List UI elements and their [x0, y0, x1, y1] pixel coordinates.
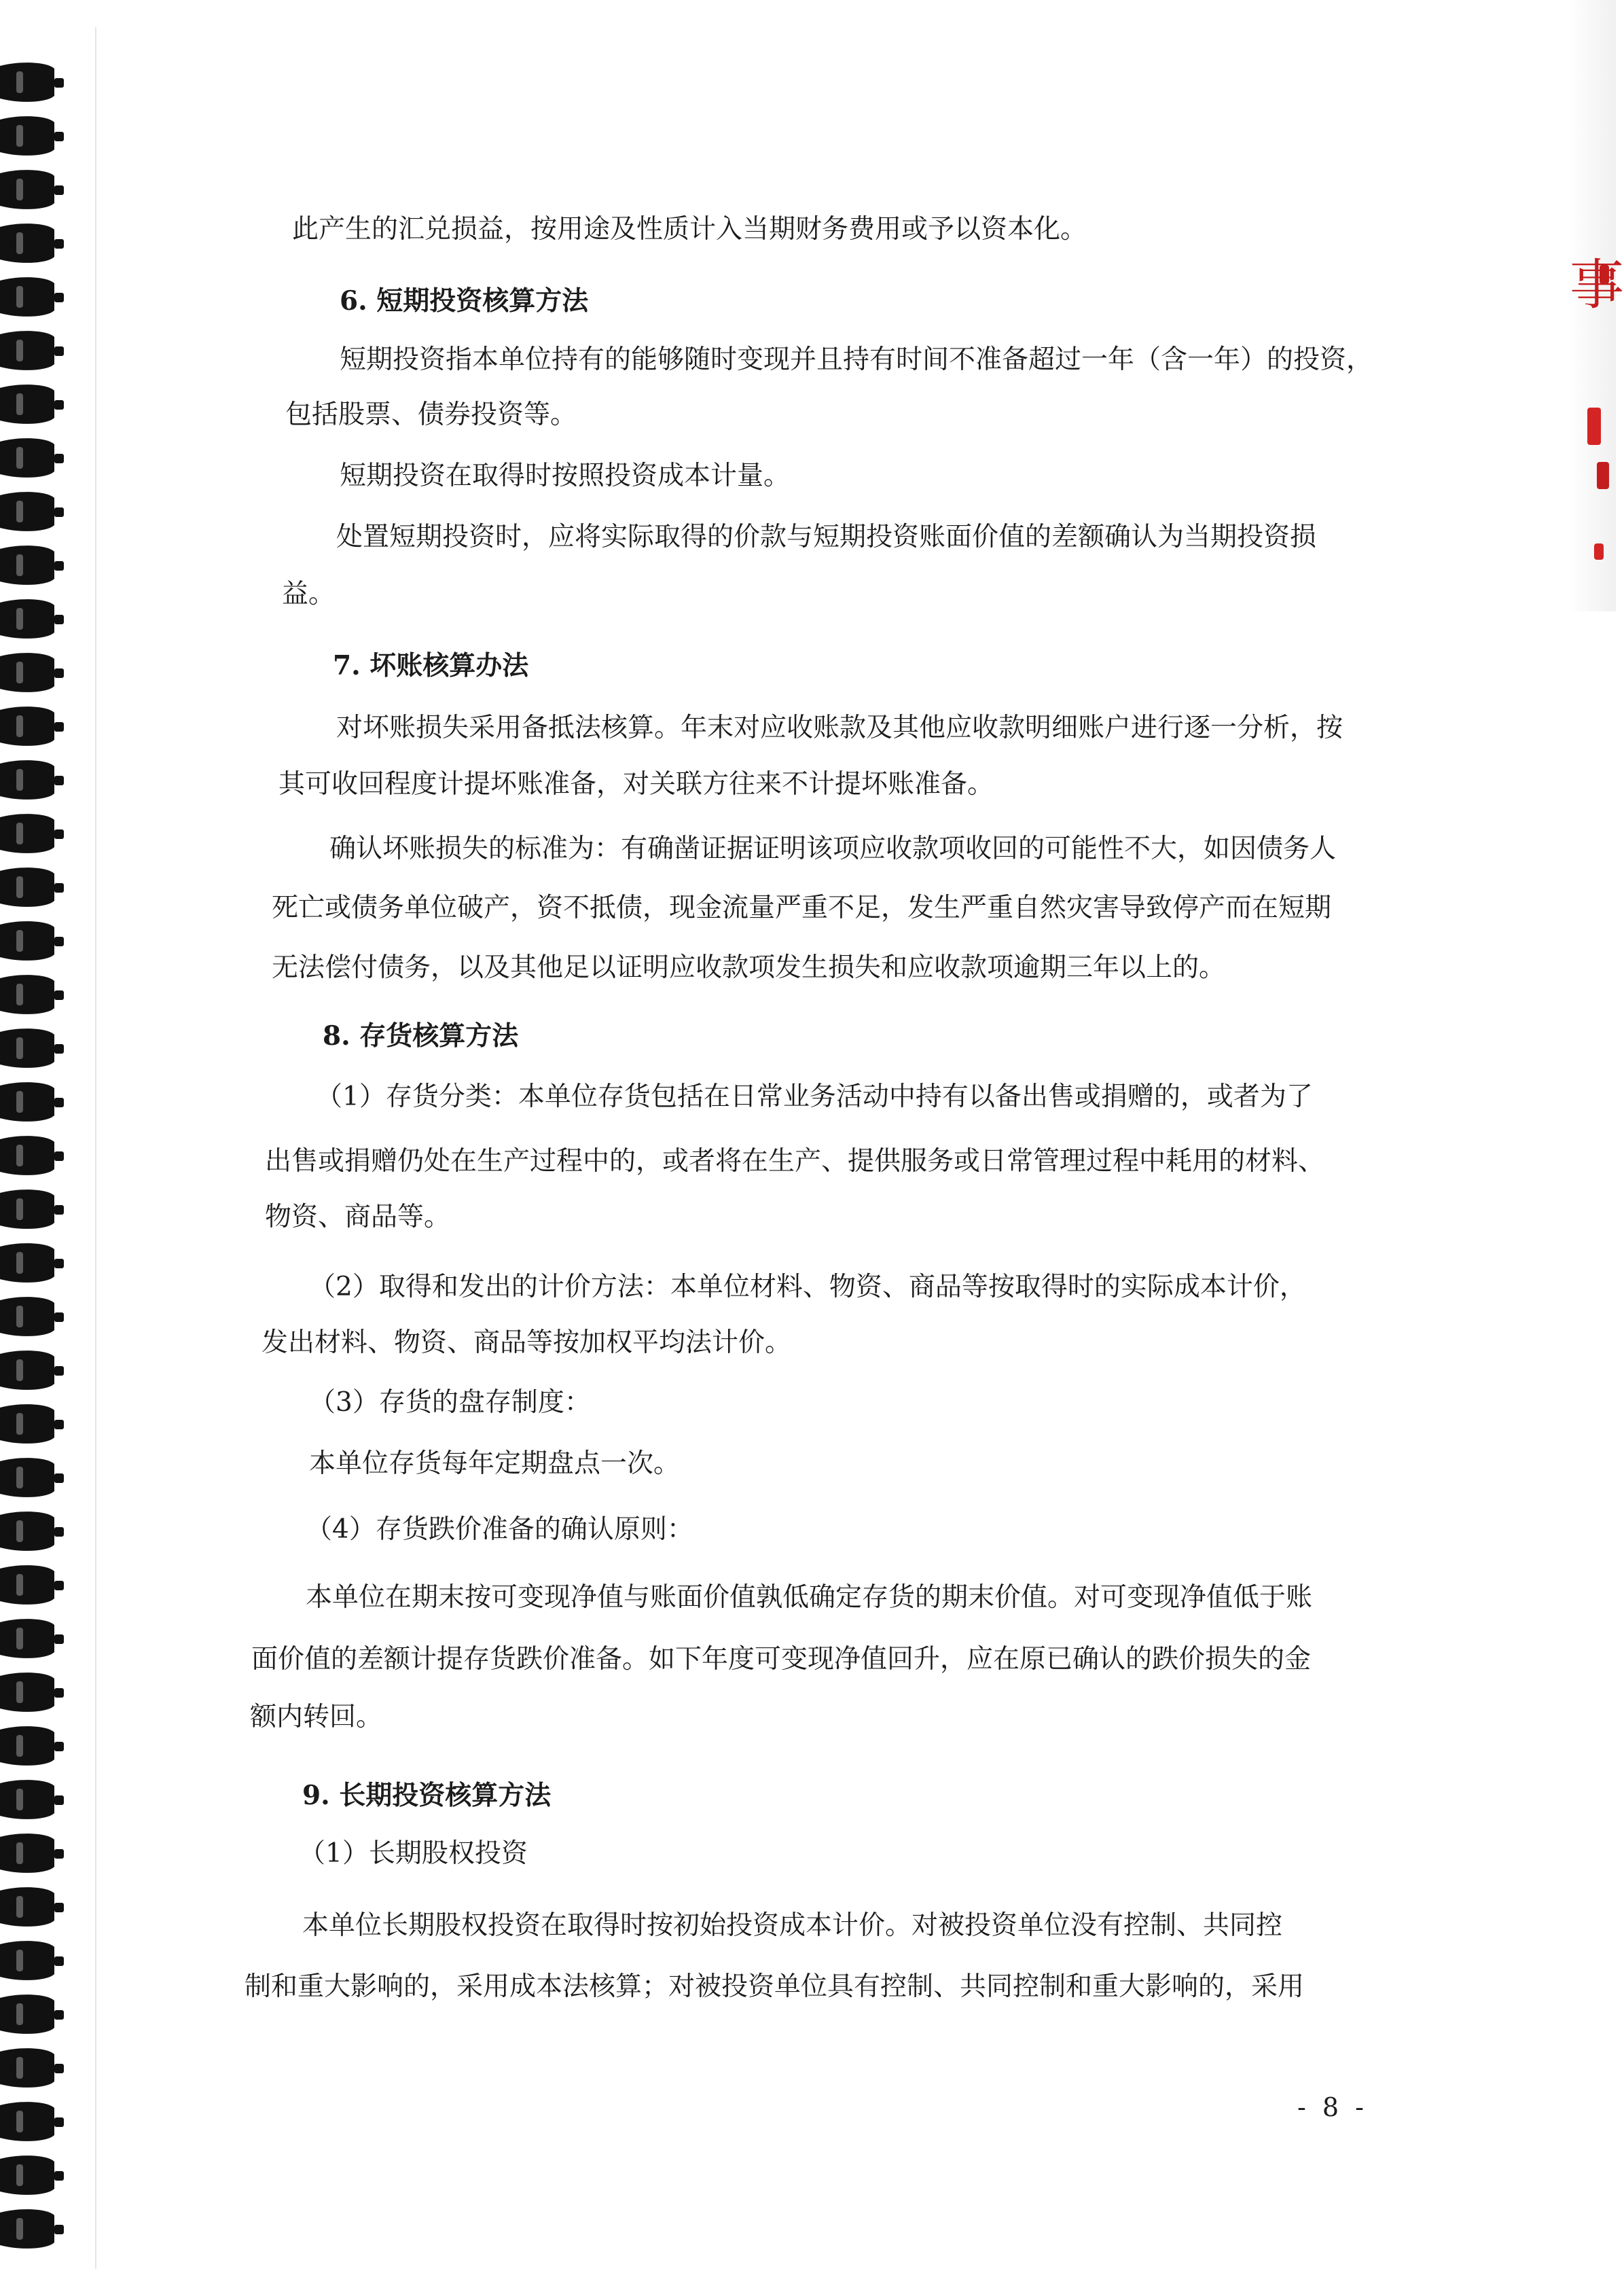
- paragraph-line: 此产生的汇兑损益，按用途及性质计入当期财务费用或予以资本化。: [292, 214, 1087, 245]
- binding-ring: [0, 1565, 64, 1605]
- binding-ring: [0, 2155, 64, 2195]
- binding-ring: [0, 1726, 64, 1766]
- binding-ring: [0, 331, 64, 370]
- binding-ring: [0, 223, 64, 263]
- binding-ring: [0, 1511, 64, 1551]
- binding-ring: [0, 921, 64, 961]
- paragraph-line: 确认坏账损失的标准为：有确凿证据证明该项应收款项收回的可能性不大，如因债务人: [329, 834, 1337, 864]
- binding-ring: [0, 1404, 64, 1444]
- binding-ring: [0, 1994, 64, 2034]
- paragraph-line: 物资、商品等。: [265, 1202, 451, 1232]
- binding-ring: [0, 1833, 64, 1873]
- paragraph-line: 其可收回程度计提坏账准备，对关联方往来不计提坏账准备。: [278, 769, 994, 800]
- binding-ring: [0, 814, 64, 853]
- paragraph-line: 无法偿付债务，以及其他足以证明应收款项发生损失和应收款项逾期三年以上的。: [272, 952, 1226, 983]
- paragraph-line: 益。: [282, 579, 336, 609]
- binding-ring: [0, 1672, 64, 1712]
- section-heading-9: 9. 长期投资核算方法: [302, 1780, 552, 1811]
- paragraph-line: 包括股票、债券投资等。: [285, 399, 577, 430]
- paragraph-line: 短期投资在取得时按照投资成本计量。: [340, 461, 791, 491]
- binding-ring: [0, 170, 64, 209]
- binding-ring: [0, 1082, 64, 1122]
- section-heading-8: 8. 存货核算方法: [323, 1020, 519, 1052]
- binding-ring: [0, 438, 64, 478]
- binding-ring: [0, 1458, 64, 1497]
- stamp-mark-middle: [1587, 408, 1601, 445]
- binding-ring: [0, 545, 64, 585]
- binding-ring: [0, 1619, 64, 1658]
- binding-ring: [0, 1189, 64, 1229]
- spiral-binding-rings: [0, 0, 102, 2287]
- paragraph-line: 短期投资指本单位持有的能够随时变现并且持有时间不准备超过一年（含一年）的投资，: [340, 344, 1373, 375]
- paragraph-line: 本单位长期股权投资在取得时按初始投资成本计价。对被投资单位没有控制、共同控: [302, 1910, 1283, 1941]
- page-edge: [95, 27, 96, 2269]
- binding-ring: [0, 599, 64, 639]
- paragraph-line: （2）取得和发出的计价方法：本单位材料、物资、商品等按取得时的实际成本计价，: [309, 1272, 1306, 1302]
- paragraph-line: 对坏账损失采用备抵法核算。年末对应收账款及其他应收款明细账户进行逐一分析，按: [336, 713, 1343, 743]
- paragraph-line: 死亡或债务单位破产，资不抵债，现金流量严重不足，发生严重自然灾害导致停产而在短期: [272, 893, 1332, 923]
- binding-ring: [0, 1887, 64, 1927]
- paragraph-line: （1）存货分类：本单位存货包括在日常业务活动中持有以备出售或捐赠的，或者为了: [316, 1081, 1313, 1112]
- binding-ring: [0, 1941, 64, 1980]
- stamp-fragment: 事: [1570, 253, 1624, 317]
- paragraph-line: 制和重大影响的，采用成本法核算；对被投资单位具有控制、共同控制和重大影响的，采用: [245, 1971, 1305, 2002]
- binding-ring: [0, 2209, 64, 2249]
- paragraph-line: 面价值的差额计提存货跌价准备。如下年度可变现净值回升，应在原已确认的跌价损失的金: [251, 1644, 1312, 1675]
- paragraph-line: 本单位在期末按可变现净值与账面价值孰低确定存货的期末价值。对可变现净值低于账: [306, 1582, 1313, 1613]
- paragraph-line: 处置短期投资时，应将实际取得的价款与短期投资账面价值的差额确认为当期投资损: [336, 522, 1317, 552]
- binding-ring: [0, 760, 64, 800]
- binding-ring: [0, 706, 64, 746]
- binding-ring: [0, 492, 64, 531]
- binding-ring: [0, 1297, 64, 1336]
- binding-ring: [0, 1136, 64, 1175]
- binding-ring: [0, 1028, 64, 1068]
- section-heading-7: 7. 坏账核算办法: [333, 650, 529, 681]
- binding-ring: [0, 2048, 64, 2088]
- binding-ring: [0, 116, 64, 156]
- binding-ring: [0, 62, 64, 102]
- paragraph-line: 本单位存货每年定期盘点一次。: [309, 1448, 681, 1479]
- paragraph-line: 发出材料、物资、商品等按加权平均法计价。: [261, 1327, 792, 1358]
- binding-ring: [0, 867, 64, 907]
- paragraph-line: （1）长期股权投资: [299, 1838, 528, 1869]
- binding-ring: [0, 277, 64, 317]
- spiral-binding: [0, 0, 102, 2287]
- binding-ring: [0, 1780, 64, 1819]
- page-number: - 8 -: [1297, 2092, 1369, 2122]
- binding-ring: [0, 653, 64, 692]
- binding-ring: [0, 1243, 64, 1283]
- paragraph-line: （3）存货的盘存制度：: [309, 1387, 591, 1418]
- binding-ring: [0, 975, 64, 1014]
- paragraph-line: （4）存货跌价准备的确认原则：: [306, 1514, 693, 1545]
- stamp-mark-bottom: [1594, 543, 1604, 560]
- binding-ring: [0, 384, 64, 424]
- stamp-mark-lower: [1597, 462, 1609, 489]
- binding-ring: [0, 1350, 64, 1390]
- paragraph-line: 出售或捐赠仍处在生产过程中的，或者将在生产、提供服务或日常管理过程中耗用的材料、: [265, 1146, 1325, 1177]
- paragraph-line: 额内转回。: [250, 1702, 383, 1732]
- section-heading-6: 6. 短期投资核算方法: [340, 285, 589, 317]
- binding-ring: [0, 2102, 64, 2141]
